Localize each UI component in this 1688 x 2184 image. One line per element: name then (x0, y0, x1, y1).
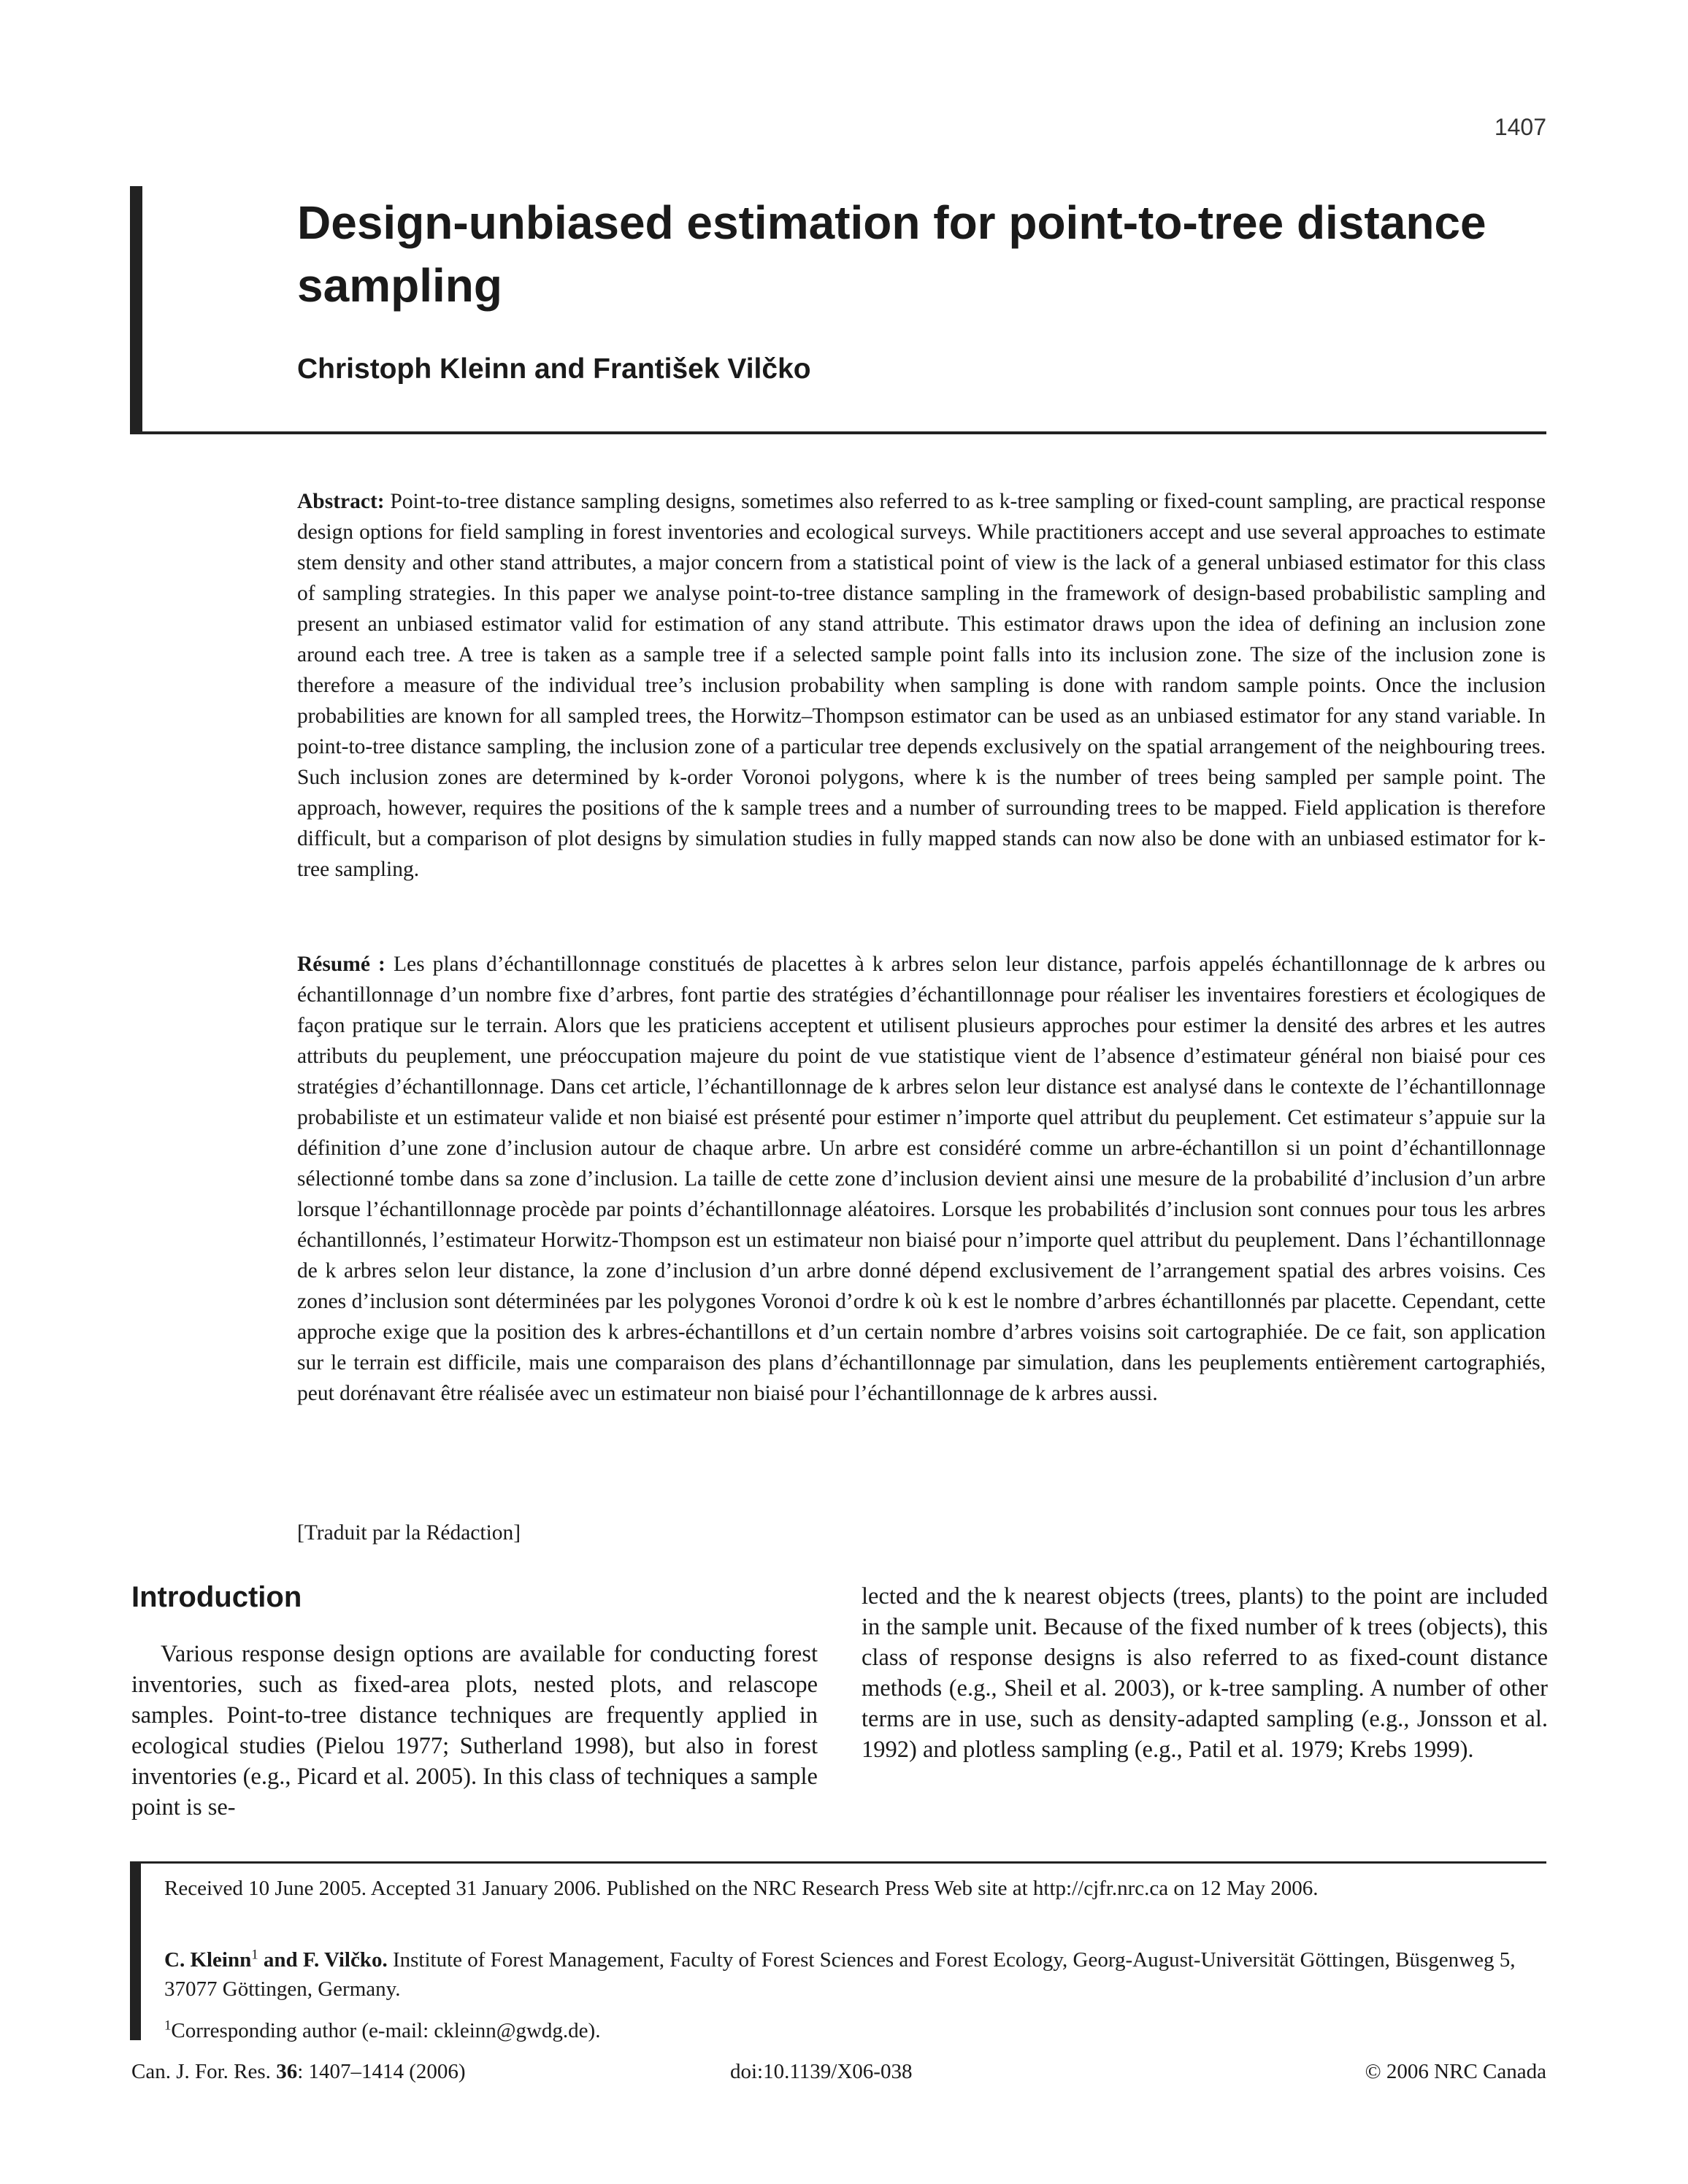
translation-note: [Traduit par la Rédaction] (297, 1521, 521, 1545)
affiliation-text: Institute of Forest Management, Faculty of Forest Sciences and Forest Ecology, Georg-August-Universität Göttingen, Büsgenweg 5, 37077 Göttingen, Germany. (164, 1948, 1516, 2001)
affiliation-author-2: and F. Vilčko. (258, 1948, 388, 1972)
received-dates: Received 10 June 2005. Accepted 31 January 2006. Published on the NRC Research Press Web site at http://cjfr.nrc.ca on 12 May 2006. (164, 1877, 1319, 1900)
journal-volume: 36 (276, 2060, 298, 2083)
intro-column-left: Various response design options are available for conducting forest inventories, such as fixed-area plots, nested plots, and relascope samples. Point-to-tree distance techniques are frequently applied in ecological studies (Pielou 1977; Sutherland 1998), but also in forest inventories (e.g., Picard et al. 2005). In this class of techniques a sample point is se- (131, 1641, 818, 1820)
journal-name: Can. J. For. Res. (131, 2060, 277, 2083)
corresponding-footnote-marker: 1 (164, 2018, 172, 2034)
title-divider (130, 431, 1546, 434)
journal-pages: : 1407–1414 (2006) (297, 2060, 466, 2083)
affiliation-footnote-marker: 1 (251, 1947, 258, 1963)
footnote-divider (130, 1861, 1546, 1864)
abstract (297, 486, 1546, 885)
journal-citation (131, 2060, 466, 2084)
resume (297, 949, 1546, 1409)
resume-label: Résumé : (297, 953, 385, 976)
doi: doi:10.1139/X06-038 (730, 2060, 913, 2083)
resume-text: Les plans d’échantillonnage constitués de placettes à k arbres selon leur distance, parfois appelés échantillonnage de k arbres ou échantillonnage d’un nombre fixe d’arbres, font partie des stratégies d’échantillonnage pour réaliser les inventaires forestiers et écologiques de façon pratique sur le terrain. Alors que les praticiens acceptent et utilisent plusieurs approches pour estimer la densité des arbres et les autres attributs du peuplement, une préoccupation majeure du point de vue statistique vient de l’absence d’estimateur général non biaisé pour ces stratégies d’échantillonnage. Dans cet article, l’échantillonnage de k arbres selon leur distance est analysé dans le contexte de l’échantillonnage probabiliste et un estimateur valide et non biaisé est présenté pour estimer n’importe quel attribut du peuplement. Cet estimateur s’appuie sur la définition d’une zone d’inclusion autour de chaque arbre. Un arbre est considéré comme un arbre-échantillon si un point d’échantillonnage sélectionné tombe dans sa zone d’inclusion. La taille de cette zone d’inclusion devient ainsi une mesure de la probabilité d’inclusion d’un arbre lorsque l’échantillonnage procède par points d’échantillonnage aléatoires. Lorsque les probabilités d’inclusion sont connues pour tous les arbres échantillonnés, l’estimateur Horwitz-Thompson est un estimateur non biaisé pour n’importe quel attribut du peuplement. Dans l’échantillonnage de k arbres selon leur distance, la zone d’inclusion d’un arbre donné dépend exclusivement de l’arrangement spatial des arbres voisins. Ces zones d’inclusion sont déterminées par les polygones Voronoi d’ordre k où k est le nombre d’arbres échantillonnés par placette. Cependant, cette approche exige que la position des k arbres-échantillons et d’un certain nombre d’arbres voisins soit cartographiée. De ce fait, son application sur le terrain est difficile, mais une comparaison des plans d’échantillonnage par simulation, dans les peuplements entièrement cartographiés, peut dorénavant être réalisée avec un estimateur non biaisé pour l’échantillonnage de k arbres aussi. (297, 953, 1546, 1405)
footnote-side-bar (130, 1861, 141, 2040)
section-heading-introduction: Introduction (131, 1581, 302, 1613)
paper-title: Design-unbiased estimation for point-to-tree distance sampling (297, 196, 1486, 312)
corresponding-author (164, 2016, 1537, 2045)
author-list: Christoph Kleinn and František Vilčko (297, 353, 811, 385)
page-number: 1407 (1494, 114, 1546, 140)
abstract-label: Abstract: (297, 490, 385, 513)
affiliation-author-1: C. Kleinn (164, 1948, 252, 1972)
abstract-text: Point-to-tree distance sampling designs, sometimes also referred to as k-tree sampling or fixed-count sampling, are practical response design options for field sampling in forest inventories and ecological surveys. While practitioners accept and use several approaches to estimate stem density and other stand attributes, a major concern from a statistical point of view is the lack of a general unbiased estimator for this class of sampling strategies. In this paper we analyse point-to-tree distance sampling in the framework of design-based probabilistic sampling and present an unbiased estimator valid for estimation of any stand attribute. This estimator draws upon the idea of defining an inclusion zone around each tree. A tree is taken as a sample tree if a selected sample point falls into its inclusion zone. The size of the inclusion zone is therefore a measure of the individual tree’s inclusion probability when sampling is done with random sample points. Once the inclusion probabilities are known for all sampled trees, the Horwitz–Thompson estimator can be used as an unbiased estimator for any stand variable. In point-to-tree distance sampling, the inclusion zone of a particular tree depends exclusively on the spatial arrangement of the neighbouring trees. Such inclusion zones are determined by k-order Voronoi polygons, where k is the number of trees being sampled per sample point. The approach, however, requires the positions of the k sample trees and a number of surrounding trees to be mapped. Field application is therefore difficult, but a comparison of plot designs by simulation studies in fully mapped stands can now also be done with an unbiased estimator for k-tree sampling. (297, 490, 1546, 881)
author-affiliation (164, 1945, 1537, 2004)
corresponding-author-text: Corresponding author (e-mail: ckleinn@gwdg.de). (171, 2019, 601, 2042)
copyright: © 2006 NRC Canada (1365, 2060, 1546, 2083)
intro-column-right: lected and the k nearest objects (trees, plants) to the point are included in the sample unit. Because of the fixed number of k trees (objects), this class of response designs is also referred to as fixed-count distance methods (e.g., Sheil et al. 2003), or k-tree sampling. A number of other terms are in use, such as density-adapted sampling (e.g., Jonsson et al. 1992) and plotless sampling (e.g., Patil et al. 1979; Krebs 1999). (862, 1583, 1548, 1763)
title-side-bar (130, 186, 142, 434)
